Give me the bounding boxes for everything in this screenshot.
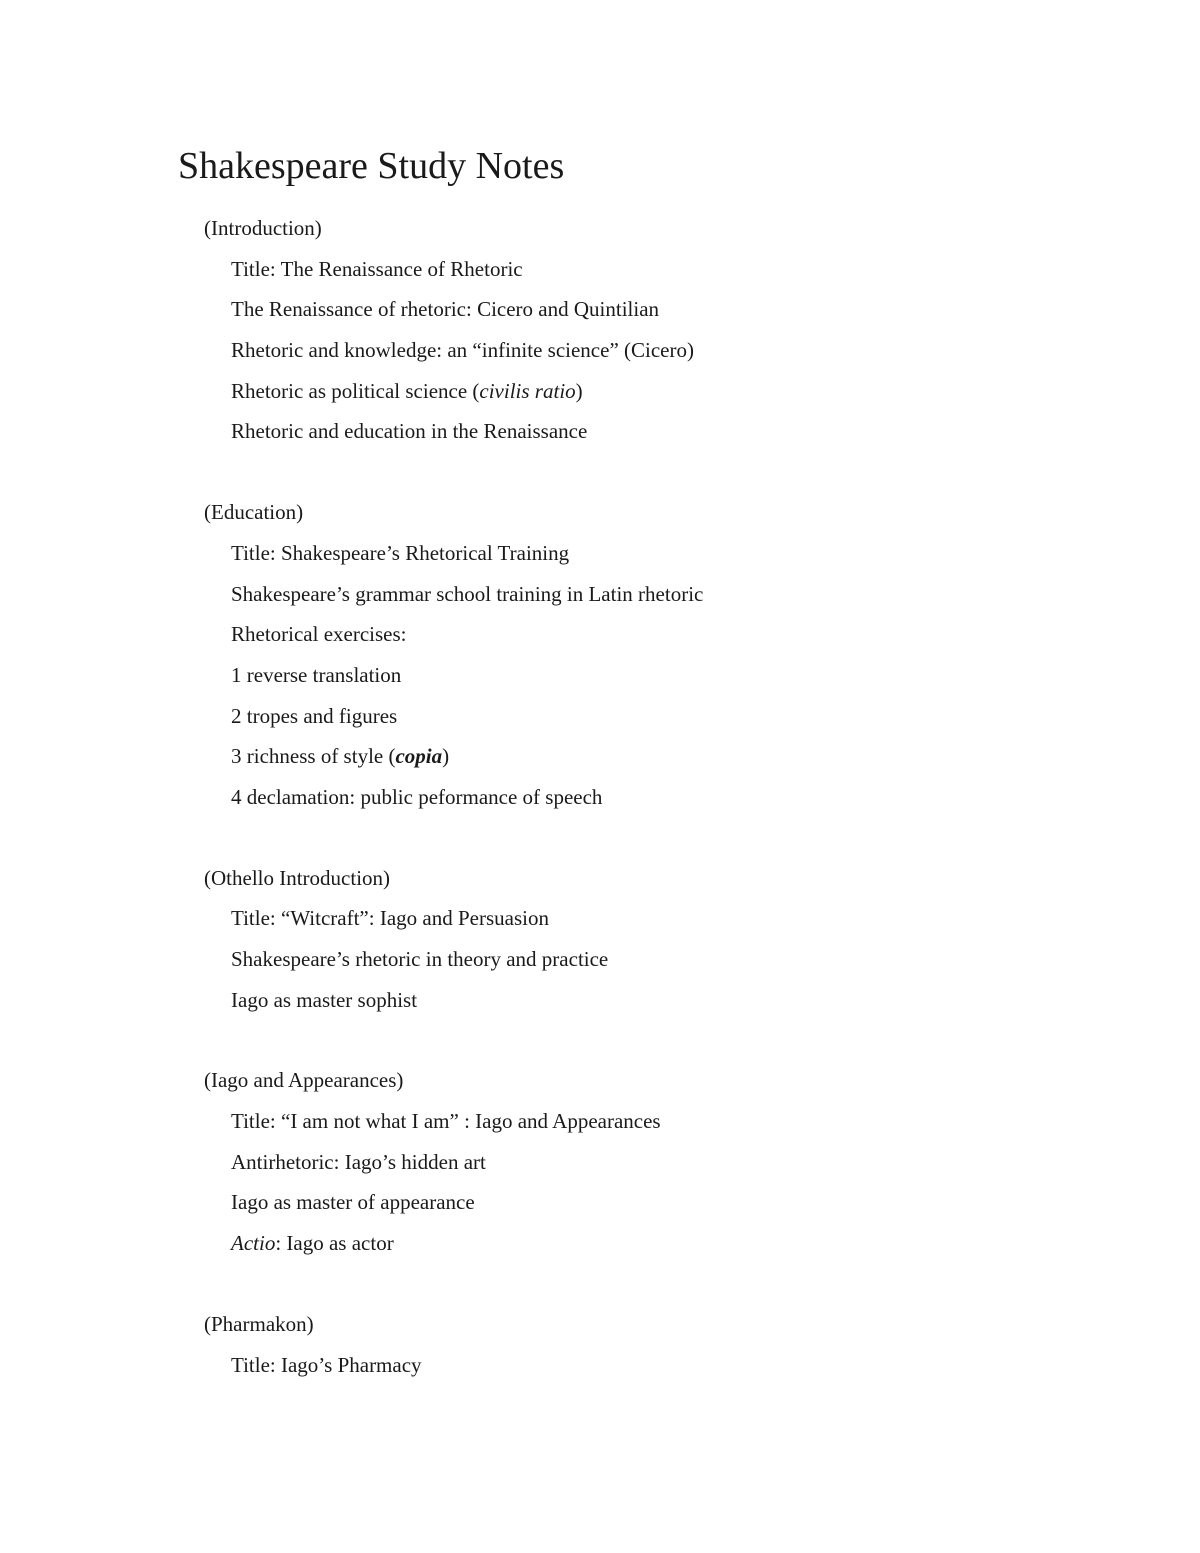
note-item: 1 reverse translation [231, 662, 402, 687]
emphasized-term: copia [395, 744, 443, 769]
section-education [0, 492, 1200, 818]
section-heading: (Othello Introduction) [204, 865, 391, 890]
note-item [0, 736, 1200, 777]
note-item: Title: Iago’s Pharmacy [231, 1352, 422, 1377]
section-heading: (Education) [204, 500, 304, 525]
note-item: Rhetorical exercises: [231, 622, 407, 647]
section-pharmakon [0, 1304, 1200, 1385]
section-heading: (Iago and Appearances) [204, 1068, 404, 1093]
note-item-text: 3 richness of style ( [231, 744, 396, 769]
note-item-text: ) [442, 744, 450, 769]
note-item: 2 tropes and figures [231, 703, 398, 728]
note-item [0, 371, 1200, 412]
note-item-text: ) [575, 378, 583, 403]
note-item: The Renaissance of rhetoric: Cicero and Quintilian [231, 297, 660, 322]
emphasized-term: civilis ratio [479, 378, 576, 403]
note-item-text: Rhetoric as political science ( [231, 378, 480, 403]
note-item: Rhetoric and knowledge: an “infinite science” (Cicero) [231, 338, 694, 363]
notes-sections [0, 208, 1200, 1425]
section-heading: (Pharmakon) [204, 1311, 314, 1336]
note-item: Title: “I am not what I am” : Iago and Appearances [231, 1109, 661, 1134]
note-item [0, 1223, 1200, 1264]
note-item: Title: Shakespeare’s Rhetorical Training [231, 540, 570, 565]
section-othello-introduction [0, 858, 1200, 1021]
note-item: Title: “Witcraft”: Iago and Persuasion [231, 906, 549, 931]
section-iago-and-appearances [0, 1060, 1200, 1263]
section-heading: (Introduction) [204, 216, 322, 240]
emphasized-term: Actio [231, 1231, 276, 1256]
note-item: Iago as master of appearance [231, 1190, 475, 1215]
note-item: Title: The Renaissance of Rhetoric [231, 256, 523, 281]
note-item: Shakespeare’s grammar school training in Latin rhetoric [231, 581, 704, 606]
document-title: Shakespeare Study Notes [178, 145, 565, 187]
note-item: 4 declamation: public peformance of speech [231, 784, 603, 809]
note-item: Iago as master sophist [231, 987, 418, 1012]
section-introduction [0, 208, 1200, 452]
note-item-text: : Iago as actor [275, 1231, 394, 1256]
note-item: Shakespeare’s rhetoric in theory and practice [231, 947, 609, 971]
note-item: Antirhetoric: Iago’s hidden art [231, 1149, 486, 1174]
note-item: Rhetoric and education in the Renaissance [231, 419, 588, 444]
